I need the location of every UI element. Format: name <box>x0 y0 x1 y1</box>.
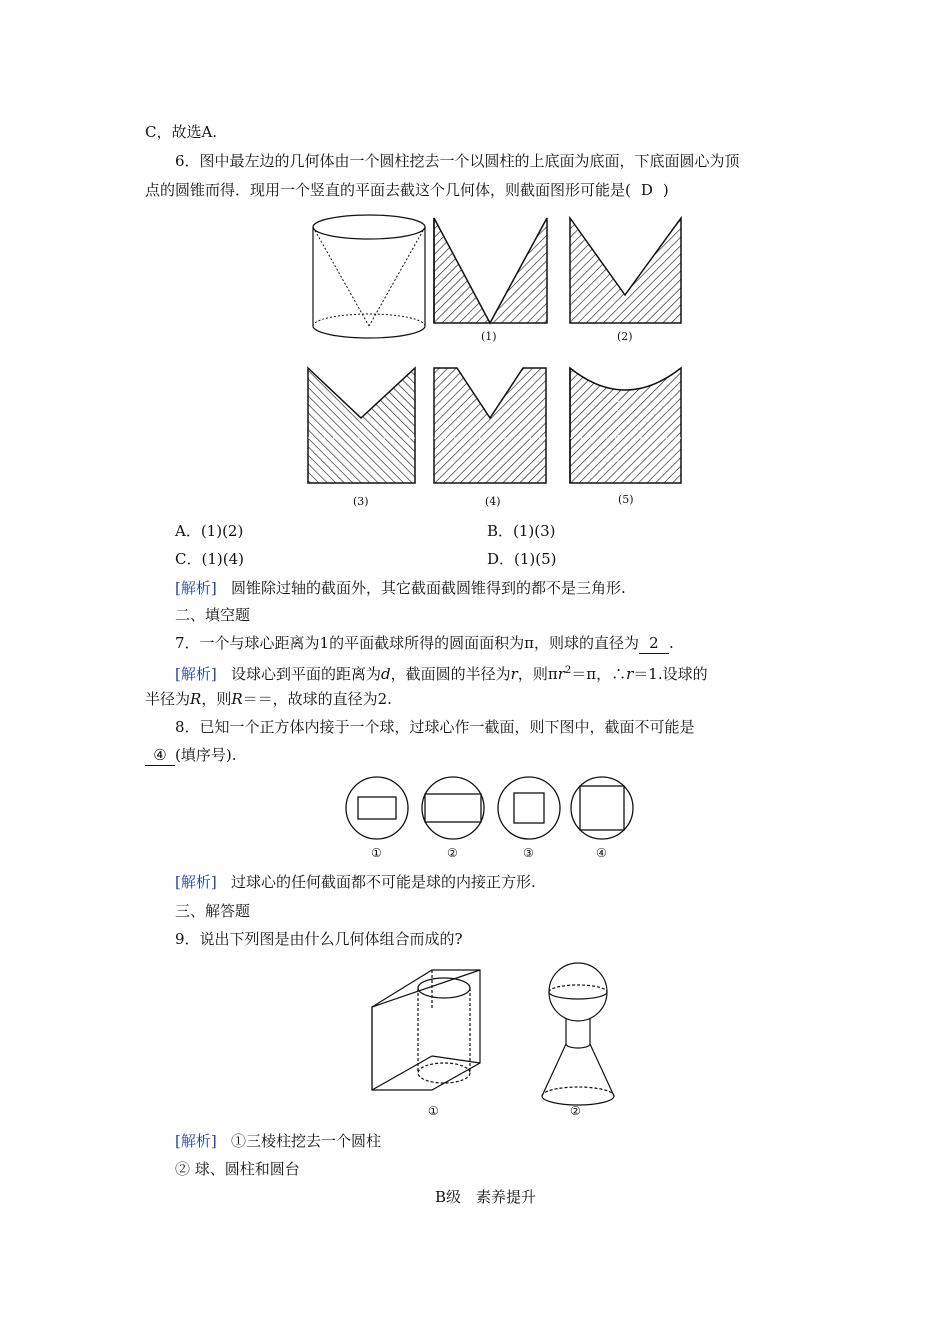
label-solid-2: ② <box>570 1104 581 1118</box>
question-7-text: 7．一个与球心距离为1的平面截球所得的圆面面积为π，则球的直径为 <box>175 634 639 652</box>
superscript-2: 2 <box>564 665 572 676</box>
question-8-line-2 <box>145 745 236 766</box>
circle-option-1 <box>346 777 408 839</box>
analysis-9-line-2: ② 球、圆柱和圆台 <box>175 1160 300 1178</box>
analysis-7-text-b: ，截面圆的半径为 <box>390 665 511 683</box>
analysis-tag: [解析] <box>175 665 217 683</box>
label-2: (2) <box>617 330 633 343</box>
cylinder-with-cone-solid <box>313 215 425 338</box>
analysis-8-text: 过球心的任何截面都不可能是球的内接正方形. <box>231 873 536 891</box>
analysis-tag: [解析] <box>175 1132 217 1150</box>
question-7-period: . <box>668 634 674 652</box>
label-solid-1: ① <box>428 1104 439 1118</box>
var-R-2: R <box>231 690 243 708</box>
section-shape-4 <box>434 368 546 483</box>
analysis-7-text-c: ，则π <box>517 665 558 683</box>
analysis-7-line-2 <box>145 689 392 709</box>
section-fill-blank: 二、填空题 <box>175 606 251 624</box>
question-7 <box>175 633 674 654</box>
var-R: R <box>190 690 202 708</box>
question-6-text: 点的圆锥而得．现用一个竖直的平面去截这个几何体，则截面图形可能是( <box>145 181 631 199</box>
var-d: d <box>381 665 391 683</box>
label-circle-3: ③ <box>523 846 534 860</box>
analysis-7-line-1 <box>175 661 708 684</box>
option-c: C．(1)(4) <box>175 550 244 568</box>
question-7-answer: 2 <box>639 633 669 654</box>
analysis-8 <box>175 872 536 892</box>
label-5: (5) <box>618 493 634 506</box>
analysis-7-text-e: ＝π，∴ <box>571 665 627 683</box>
label-3: (3) <box>353 495 369 508</box>
label-circle-4: ④ <box>596 846 607 860</box>
var-r-2: r <box>557 665 565 683</box>
question-8-hint: (填序号). <box>175 746 237 764</box>
analysis-7b-text-a: 半径为 <box>145 690 191 708</box>
sphere-cylinder-frustum-solid <box>542 963 614 1105</box>
option-b: B．(1)(3) <box>487 522 556 540</box>
question-8-answer: ④ <box>145 745 175 766</box>
option-d: D．(1)(5) <box>487 550 557 568</box>
label-circle-2: ② <box>447 846 458 860</box>
analysis-6 <box>175 578 626 598</box>
figure-9 <box>360 960 640 1120</box>
var-r-3: r <box>626 665 634 683</box>
question-9: 9．说出下列图是由什么几何体组合而成的? <box>175 930 463 948</box>
analysis-tag: [解析] <box>175 873 217 891</box>
figure-6 <box>300 210 720 510</box>
section-shape-1 <box>434 218 547 323</box>
section-solve: 三、解答题 <box>175 902 251 920</box>
triangular-prism-solid <box>372 970 480 1090</box>
figure-8 <box>340 775 640 865</box>
line-c-answer: C，故选A. <box>145 123 218 141</box>
analysis-7-text-a: 设球心到平面的距离为 <box>231 665 382 683</box>
analysis-7b-text-c: ＝＝，故球的直径为2. <box>242 690 392 708</box>
label-circle-1: ① <box>371 846 382 860</box>
analysis-9-text: ①三棱柱挖去一个圆柱 <box>231 1132 382 1150</box>
circle-option-2 <box>422 777 484 839</box>
section-shape-5 <box>570 368 681 483</box>
question-6-answer: D <box>640 181 653 199</box>
circle-option-4 <box>571 777 633 839</box>
level-heading: B级 素养提升 <box>435 1188 537 1206</box>
question-6-close-paren: ) <box>662 181 669 199</box>
analysis-9 <box>175 1131 381 1151</box>
option-a: A．(1)(2) <box>175 522 244 540</box>
section-shape-3 <box>308 368 415 483</box>
analysis-7-text-f: ＝1.设球的 <box>633 665 708 683</box>
analysis-6-text: 圆锥除过轴的截面外，其它截面截圆锥得到的都不是三角形. <box>231 579 626 597</box>
section-shape-2 <box>570 218 681 323</box>
question-8-line-1: 8．已知一个正方体内接于一个球，过球心作一截面，则下图中，截面不可能是 <box>175 718 695 736</box>
label-1: (1) <box>481 330 497 343</box>
var-r: r <box>510 665 518 683</box>
question-6-line-2 <box>145 180 669 200</box>
circle-option-3 <box>498 777 560 839</box>
analysis-7b-text-b: ，则 <box>201 690 232 708</box>
analysis-tag: [解析] <box>175 579 217 597</box>
question-6-line-1: 6．图中最左边的几何体由一个圆柱挖去一个以圆柱的上底面为底面，下底面圆心为顶 <box>175 152 740 170</box>
label-4: (4) <box>485 495 501 508</box>
